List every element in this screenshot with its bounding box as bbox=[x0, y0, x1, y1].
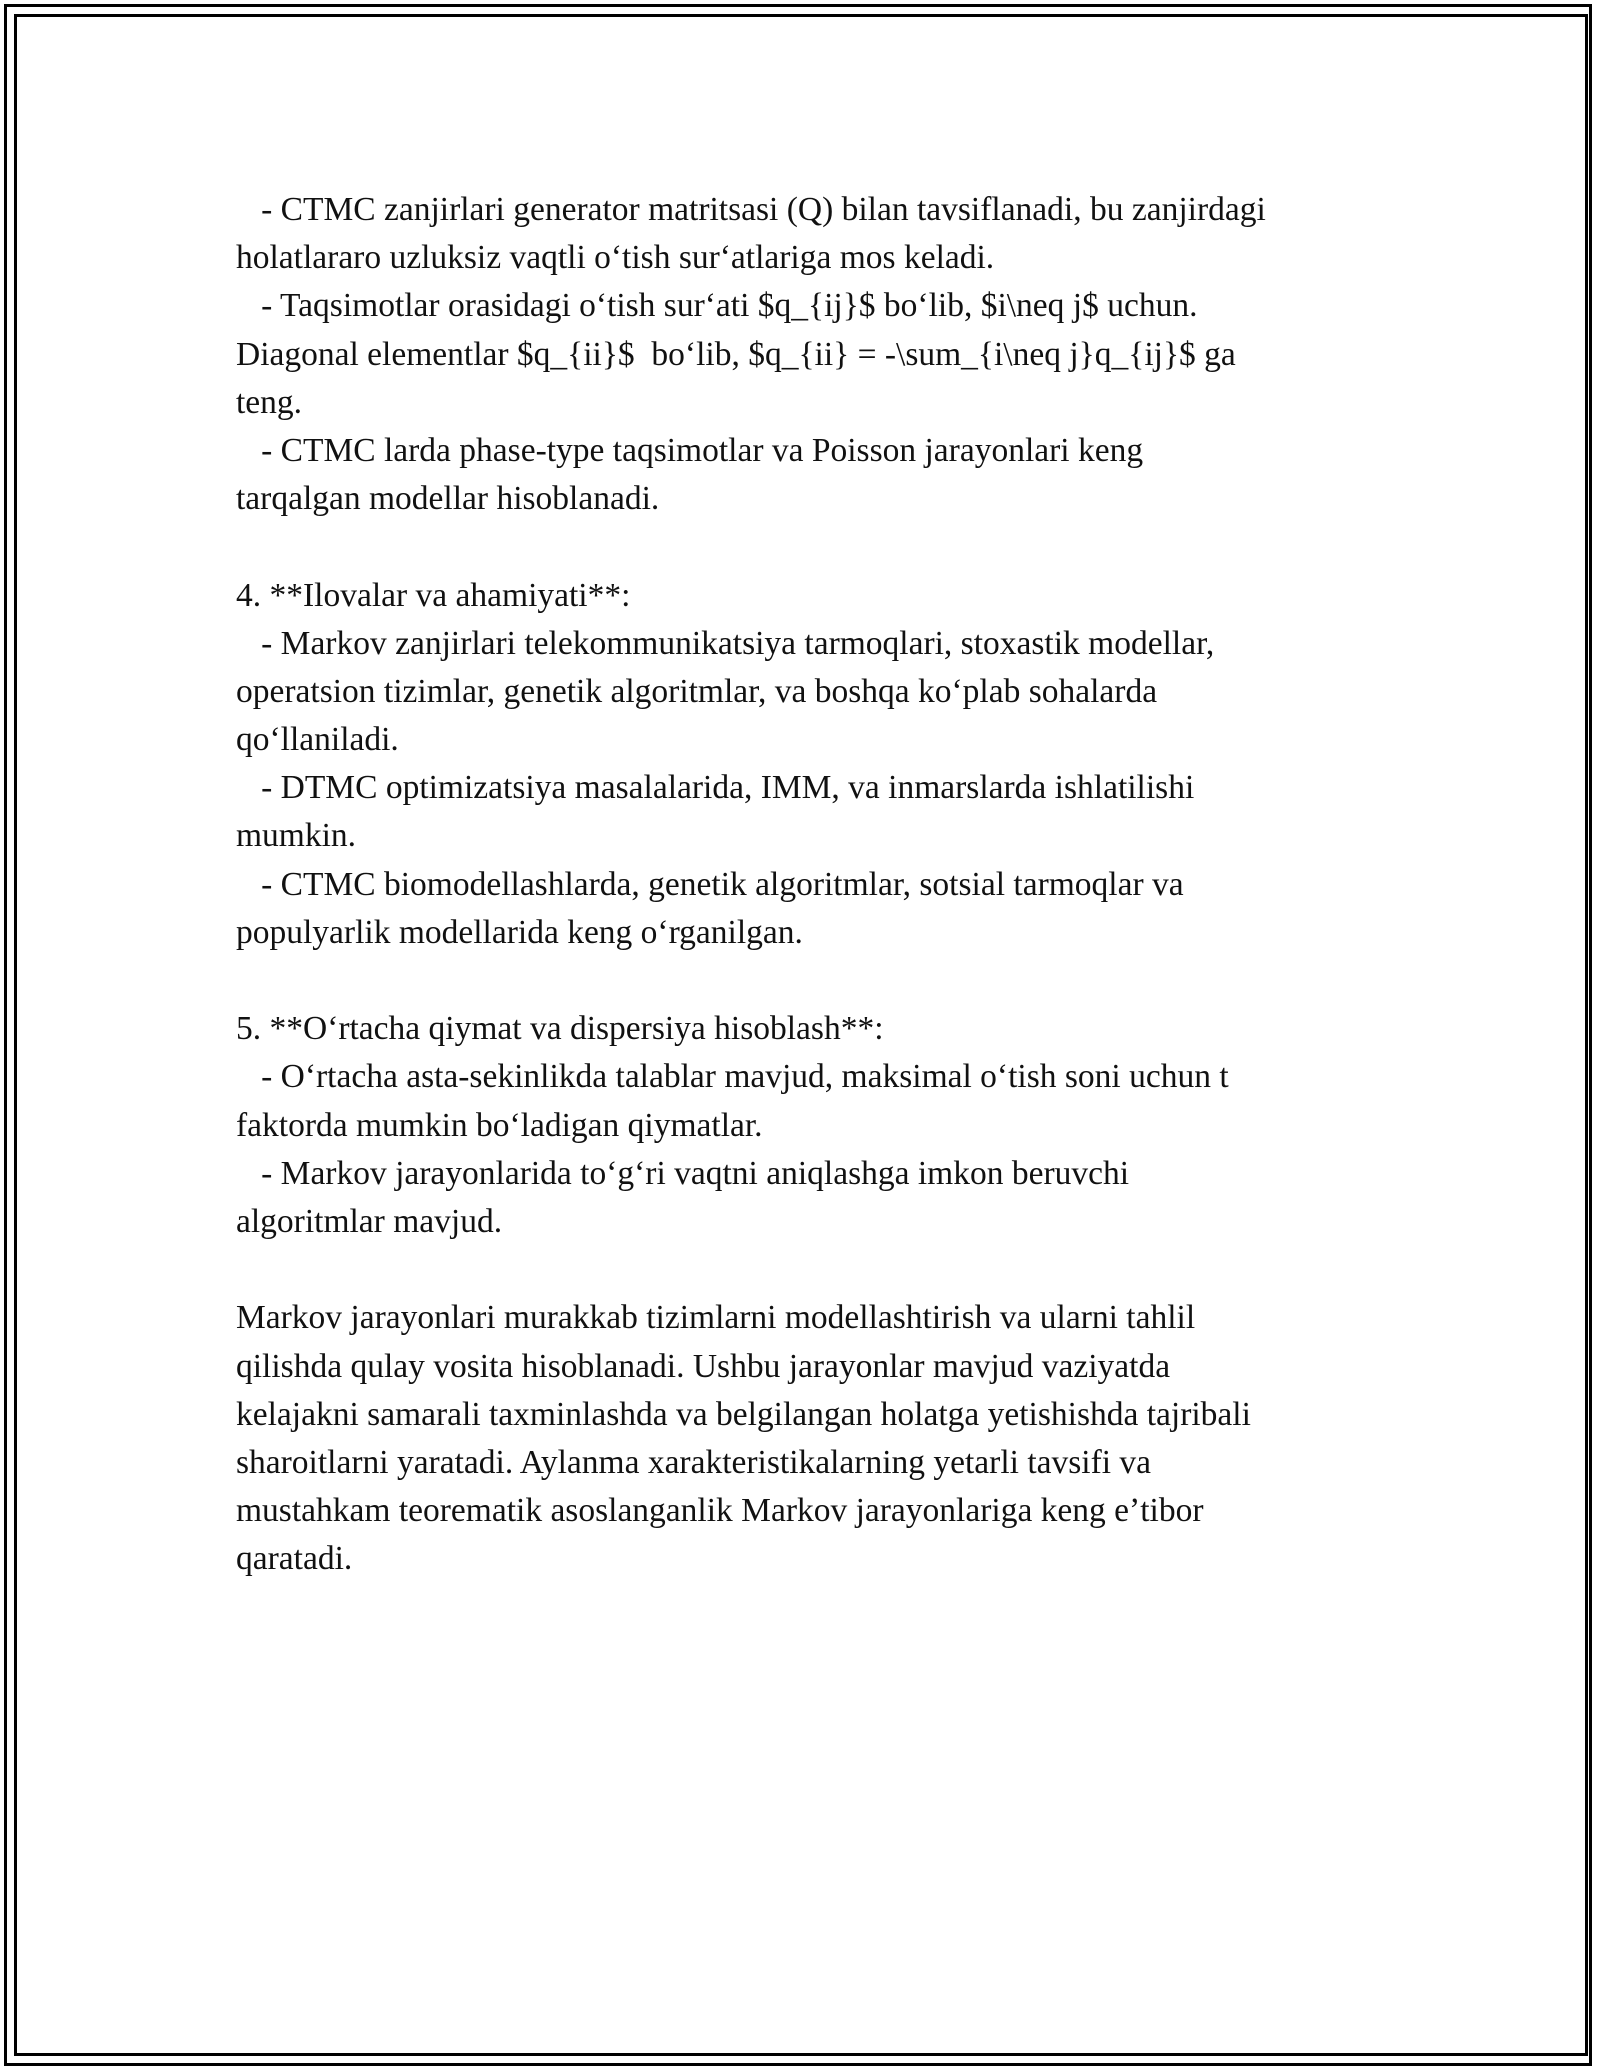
text-line: holatlararo uzluksiz vaqtli oʻtish surʻatlariga mos keladi. bbox=[236, 239, 995, 277]
text-line: qoʻllaniladi. bbox=[236, 721, 399, 759]
text-line: - Markov jarayonlarida toʻgʻri vaqtni aniqlashga imkon beruvchi bbox=[236, 1154, 1130, 1192]
text-line: - CTMC biomodellashlarda, genetik algoritmlar, sotsial tarmoqlar va bbox=[236, 865, 1184, 903]
text-line: mumkin. bbox=[236, 817, 357, 855]
text-line: qaratadi. bbox=[236, 1540, 353, 1578]
text-line: qilishda qulay vosita hisoblanadi. Ushbu jarayonlar mavjud vaziyatda bbox=[236, 1347, 1171, 1385]
document-body bbox=[236, 186, 1386, 1583]
text-line: faktorda mumkin boʻladigan qiymatlar. bbox=[236, 1106, 763, 1144]
section-heading: 4. **Ilovalar va ahamiyati**: bbox=[236, 576, 631, 614]
text-line: kelajakni samarali taxminlashda va belgilangan holatga yetishishda tajribali bbox=[236, 1395, 1251, 1433]
text-line: operatsion tizimlar, genetik algoritmlar, va boshqa koʻplab sohalarda bbox=[236, 672, 1158, 710]
text-line: sharoitlarni yaratadi. Aylanma xarakteristikalarning yetarli tavsifi va bbox=[236, 1443, 1152, 1481]
text-line: - CTMC zanjirlari generator matritsasi (Q) bilan tavsiflanadi, bu zanjirdagi bbox=[236, 191, 1266, 228]
paragraph-gap bbox=[236, 957, 1386, 1005]
text-line: - Markov zanjirlari telekommunikatsiya tarmoqlari, stoxastik modellar, bbox=[236, 624, 1215, 662]
text-line: populyarlik modellarida keng oʻrganilgan. bbox=[236, 913, 803, 951]
text-line: algoritmlar mavjud. bbox=[236, 1202, 503, 1240]
text-line: - Oʻrtacha asta-sekinlikda talablar mavjud, maksimal oʻtish soni uchun t bbox=[236, 1058, 1229, 1096]
text-line: Diagonal elementlar $q_{ii}$ boʻlib, $q_{ii} = -\sum_{i\neq j}q_{ij}$ ga bbox=[236, 335, 1236, 373]
text-line: - CTMC larda phase-type taqsimotlar va Poisson jarayonlari keng bbox=[236, 431, 1144, 469]
text-line: mustahkam teorematik asoslanganlik Markov jarayonlariga keng eʼtibor bbox=[236, 1492, 1204, 1530]
paragraph-gap bbox=[236, 1246, 1386, 1294]
text-line: teng. bbox=[236, 383, 303, 421]
paragraph-gap bbox=[236, 523, 1386, 571]
section-heading: 5. **Oʻrtacha qiymat va dispersiya hisoblash**: bbox=[236, 1010, 884, 1048]
text-line: tarqalgan modellar hisoblanadi. bbox=[236, 480, 660, 518]
text-line: Markov jarayonlari murakkab tizimlarni modellashtirish va ularni tahlil bbox=[236, 1299, 1196, 1337]
text-line: - DTMC optimizatsiya masalalarida, IMM, va inmarslarda ishlatilishi bbox=[236, 769, 1195, 807]
text-line: - Taqsimotlar orasidagi oʻtish surʻati $q_{ij}$ boʻlib, $i\neq j$ uchun. bbox=[236, 287, 1198, 325]
